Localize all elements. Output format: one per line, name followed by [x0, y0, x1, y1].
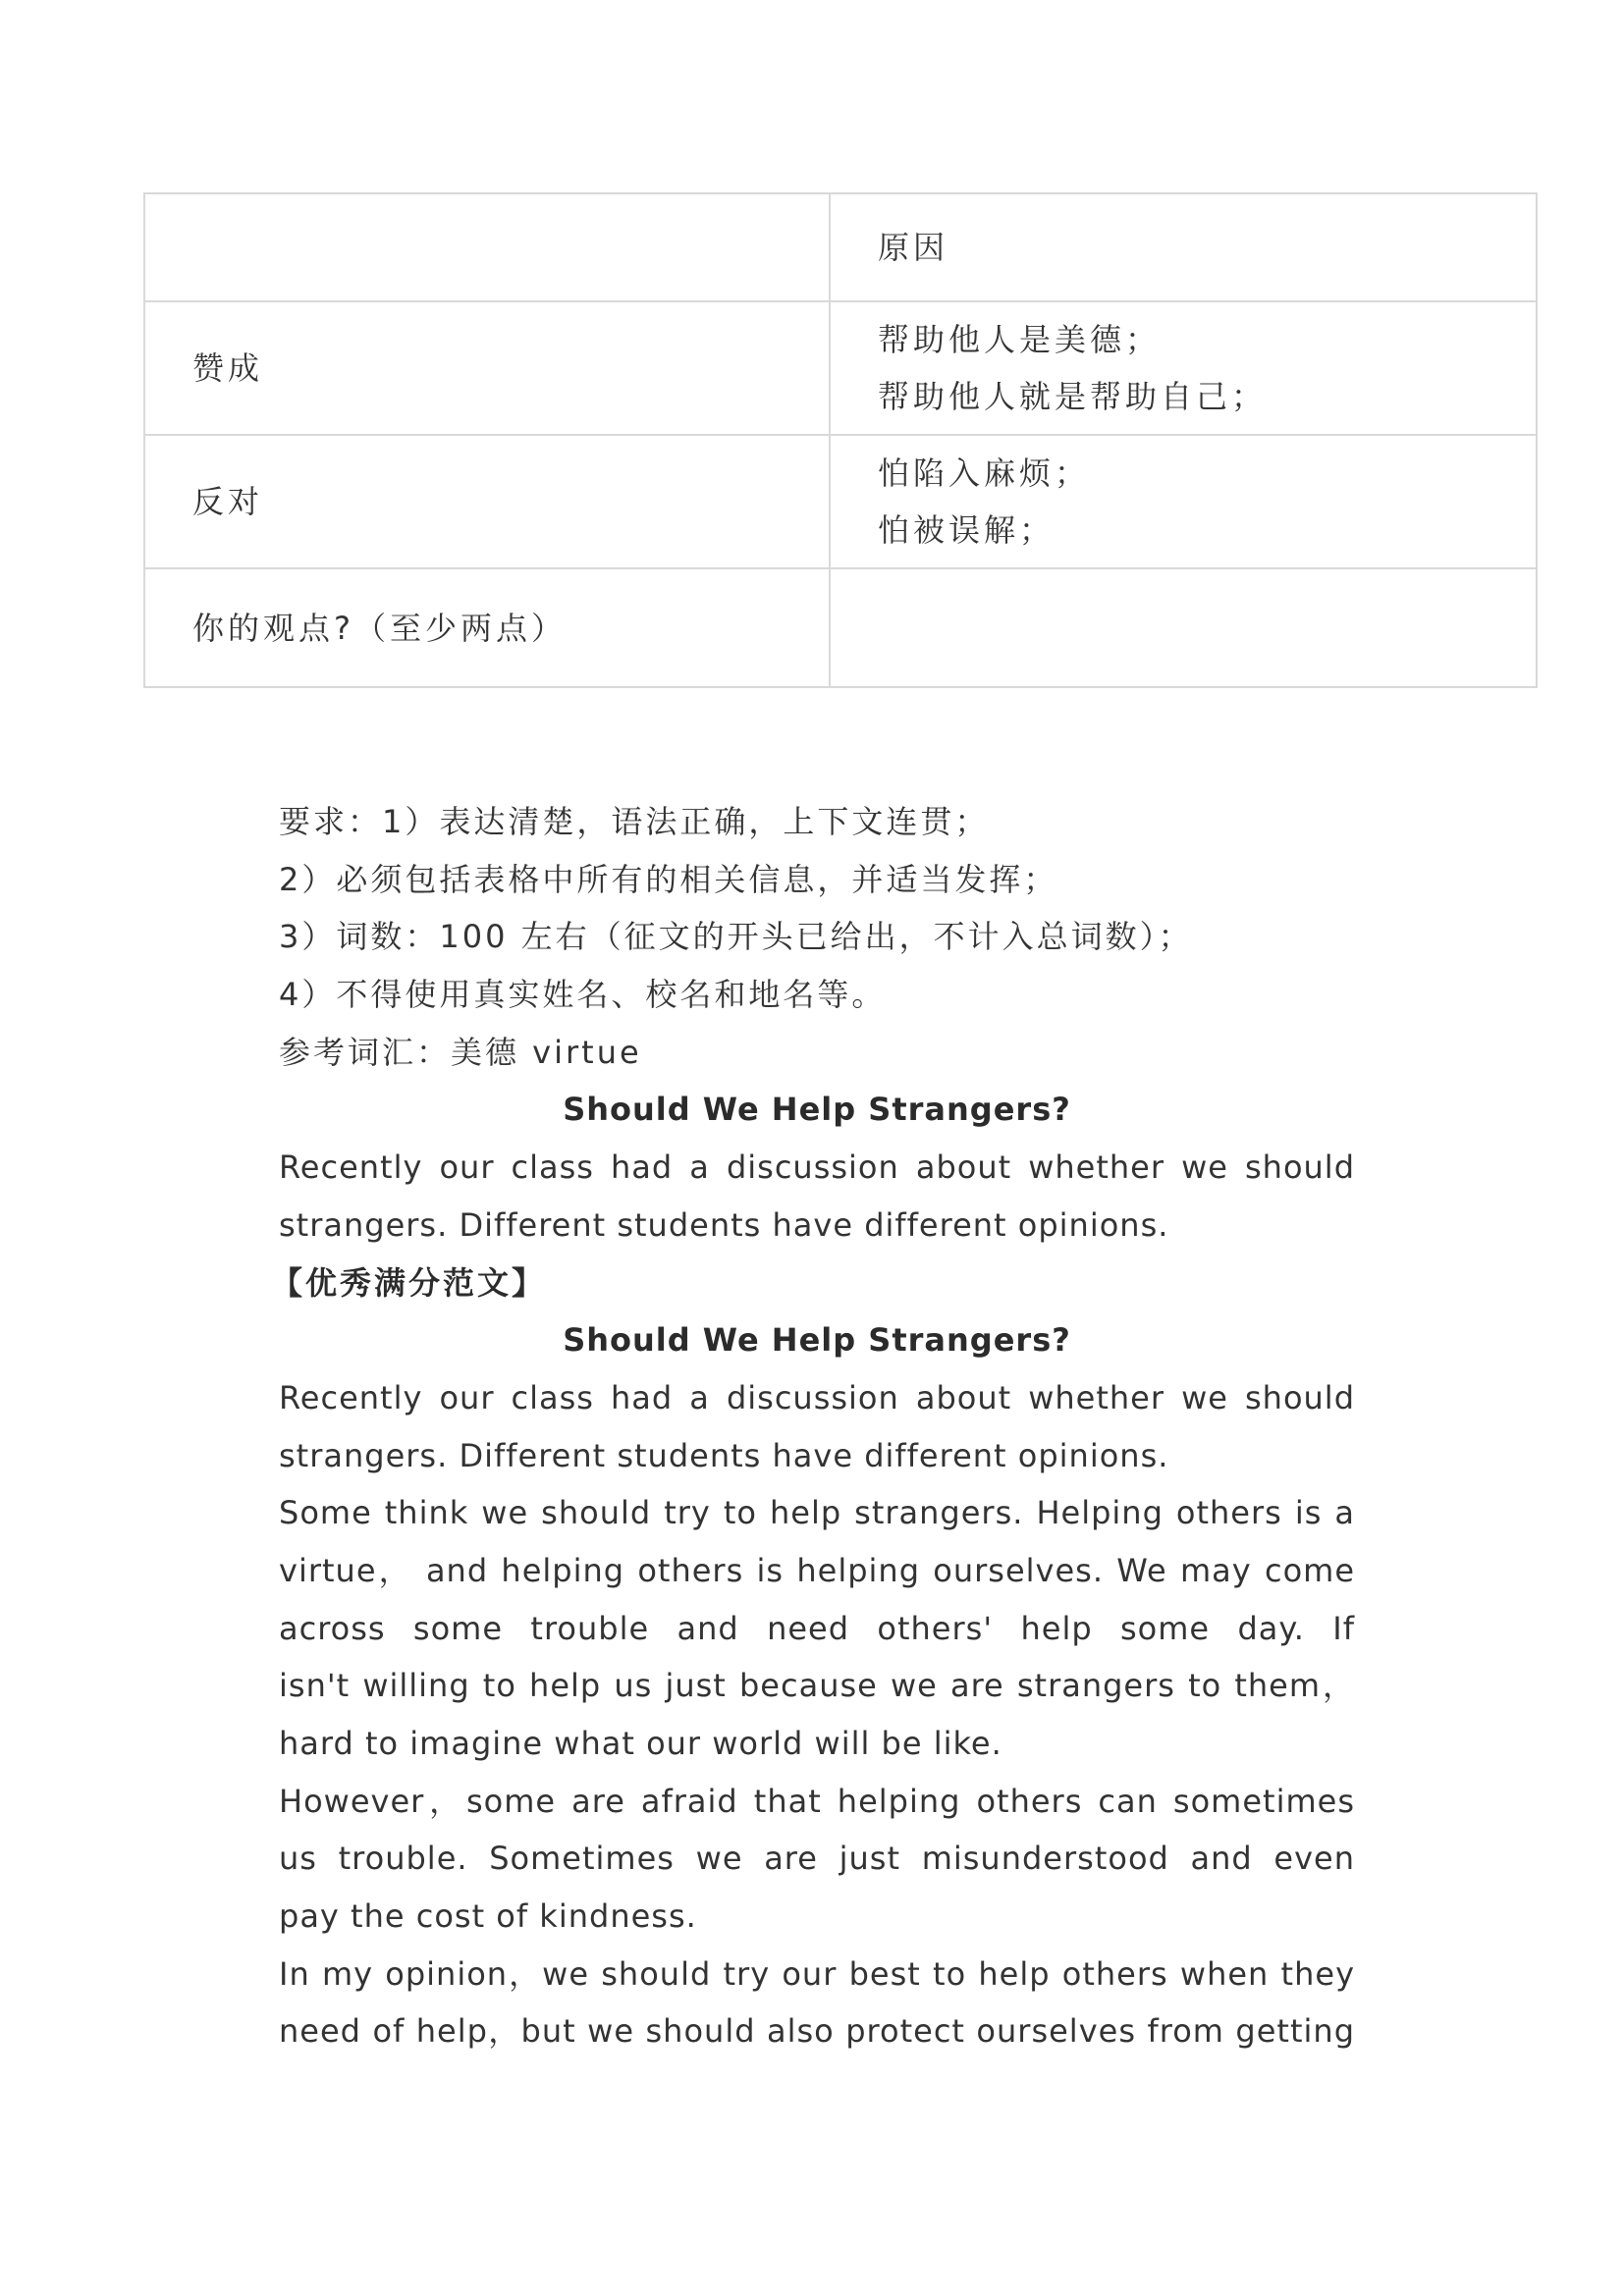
table-row	[144, 568, 1537, 687]
essay-line: Some think we should try to help strangers. Helping others is a	[279, 1494, 1355, 1532]
requirement-line: 要求：1）表达清楚，语法正确，上下文连贯；	[279, 803, 990, 840]
essay-line: us trouble. Sometimes we are just misunderstood and even	[279, 1840, 1355, 1878]
reason-text: 帮助他人是美德；	[878, 321, 1162, 358]
table-header-row	[144, 193, 1537, 301]
prompt-line: Recently our class had a discussion about whether we should	[279, 1148, 1355, 1187]
reason-text: 帮助他人就是帮助自己；	[878, 378, 1268, 415]
table-header-cell	[144, 193, 830, 301]
row-label: 赞成	[144, 301, 830, 435]
row-reasons	[830, 435, 1537, 568]
essay-line: across some trouble and need others' help some day. If	[279, 1609, 1355, 1647]
essay-line: strangers. Different students have different opinions.	[279, 1436, 1169, 1474]
row-label: 反对	[144, 435, 830, 568]
body-text	[271, 793, 1355, 2060]
row-label: 你的观点?（至少两点）	[144, 568, 830, 687]
reason-text: 怕陷入麻烦；	[878, 454, 1091, 492]
reason-text: 怕被误解；	[878, 511, 1056, 549]
row-reasons-empty	[830, 568, 1537, 687]
table-row	[144, 301, 1537, 435]
opinion-table	[143, 192, 1538, 688]
prompt-title: Should We Help Strangers?	[563, 1091, 1071, 1129]
essay-line: isn't willing to help us just because we are strangers to them，	[279, 1667, 1355, 1705]
requirement-line: 3）词数：100 左右（征文的开头已给出，不计入总词数）；	[279, 918, 1193, 956]
table-row	[144, 435, 1537, 568]
sample-heading: 【优秀满分范文】	[271, 1263, 547, 1302]
row-reasons	[830, 301, 1537, 435]
table-header-cell: 原因	[830, 193, 1537, 301]
essay-line: However，some are afraid that helping others can sometimes	[279, 1782, 1355, 1820]
sample-title: Should We Help Strangers?	[563, 1321, 1071, 1360]
requirement-line: 2）必须包括表格中所有的相关信息，并适当发挥；	[279, 860, 1058, 898]
essay-line: need of help，but we should also protect ourselves from getting	[279, 2012, 1355, 2051]
requirement-line: 4）不得使用真实姓名、校名和地名等。	[279, 976, 887, 1014]
vocabulary-line: 参考词汇：美德 virtue	[279, 1033, 642, 1071]
essay-line: Recently our class had a discussion about whether we should	[279, 1378, 1355, 1416]
essay-line: In my opinion，we should try our best to help others when they	[279, 1954, 1355, 1993]
essay-line: pay the cost of kindness.	[279, 1897, 697, 1936]
prompt-line: strangers. Different students have different opinions.	[279, 1205, 1169, 1244]
essay-line: hard to imagine what our world will be like.	[279, 1725, 1002, 1762]
essay-line: virtue， and helping others is helping ourselves. We may come	[279, 1551, 1355, 1589]
